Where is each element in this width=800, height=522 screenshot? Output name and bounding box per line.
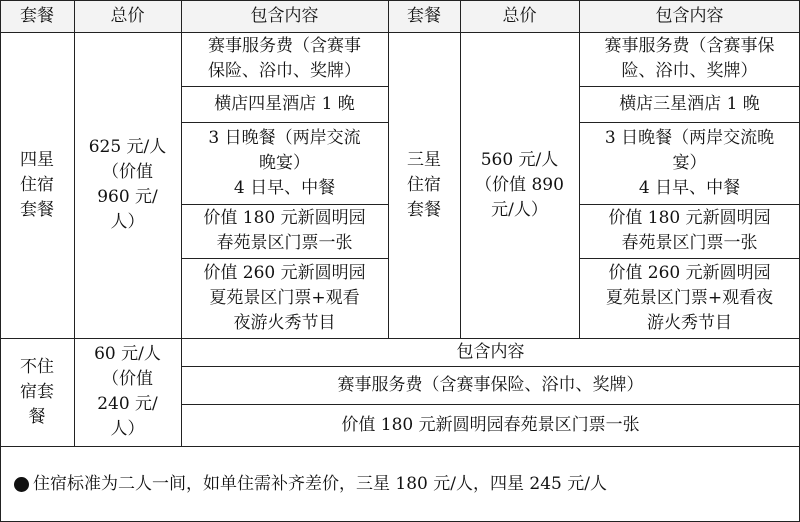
rule [0, 338, 800, 339]
rule [181, 122, 388, 123]
three-star-price: 560 元/人 （价值 890 元/人） [475, 149, 564, 220]
rule [579, 204, 800, 205]
note-row [0, 446, 800, 522]
header-contents: 包含内容 [181, 0, 388, 32]
rule [181, 204, 388, 205]
four-star-price: 625 元/人 （价值 960 元/ 人） [88, 137, 167, 232]
rule [181, 366, 800, 367]
rule [181, 0, 182, 446]
rule [0, 446, 800, 447]
four-star-item-hotel: 横店四星酒店 1 晚 [214, 93, 355, 114]
rule [0, 0, 800, 1]
three-star-item-meals: 3 日晚餐（两岸交流晚 宴） 4 日早、中餐 [604, 127, 775, 198]
header-package-2: 套餐 [388, 0, 460, 32]
no-stay-price: 60 元/人 （价值 240 元/ 人） [94, 344, 161, 439]
four-star-package-name: 四星 住宿 套餐 [20, 149, 54, 220]
header-package: 套餐 [0, 0, 74, 32]
rule [74, 0, 75, 446]
four-star-item-spring-ticket: 价值 180 元新圆明园 春苑景区门票一张 [203, 208, 366, 253]
rule [579, 122, 800, 123]
three-star-item-hotel: 横店三星酒店 1 晚 [619, 93, 760, 114]
rule [181, 258, 388, 259]
rule [181, 404, 800, 405]
no-stay-item-spring-ticket: 价值 180 元新圆明园春苑景区门票一张 [341, 414, 640, 435]
rule [181, 86, 388, 87]
rule [579, 86, 800, 87]
rule [0, 32, 800, 33]
rule [388, 0, 389, 338]
no-stay-contents-header: 包含内容 [456, 341, 525, 362]
note-text: 住宿标准为二人一间，如单住需补齐差价，三星 180 元/人，四星 245 元/人 [33, 473, 607, 494]
three-star-package-name: 三星 住宿 套餐 [407, 149, 441, 220]
no-stay-package-name: 不住 宿套 餐 [20, 356, 54, 427]
three-star-item-spring-ticket: 价值 180 元新圆明园 春苑景区门票一张 [608, 208, 771, 253]
rule [579, 0, 580, 338]
no-stay-item-service: 赛事服务费（含赛事保险、浴巾、奖牌） [337, 374, 644, 395]
three-star-item-service: 赛事服务费（含赛事保 险、浴巾、奖牌） [604, 36, 775, 81]
header-contents-2: 包含内容 [579, 0, 800, 32]
three-star-item-summer-ticket: 价值 260 元新圆明园 夏苑景区门票+观看夜 游火秀节目 [605, 262, 774, 333]
four-star-item-service: 赛事服务费（含赛事 保险、浴巾、奖牌） [208, 36, 361, 81]
rule [0, 0, 1, 522]
four-star-item-summer-ticket: 价值 260 元新圆明园 夏苑景区门票+观看 夜游火秀节目 [203, 262, 366, 333]
four-star-item-meals: 3 日晚餐（两岸交流 晚宴） 4 日早、中餐 [208, 127, 361, 198]
rule [460, 0, 461, 338]
rule [579, 258, 800, 259]
header-total-2: 总价 [460, 0, 579, 32]
header-total: 总价 [74, 0, 181, 32]
bullet-icon [14, 477, 29, 492]
